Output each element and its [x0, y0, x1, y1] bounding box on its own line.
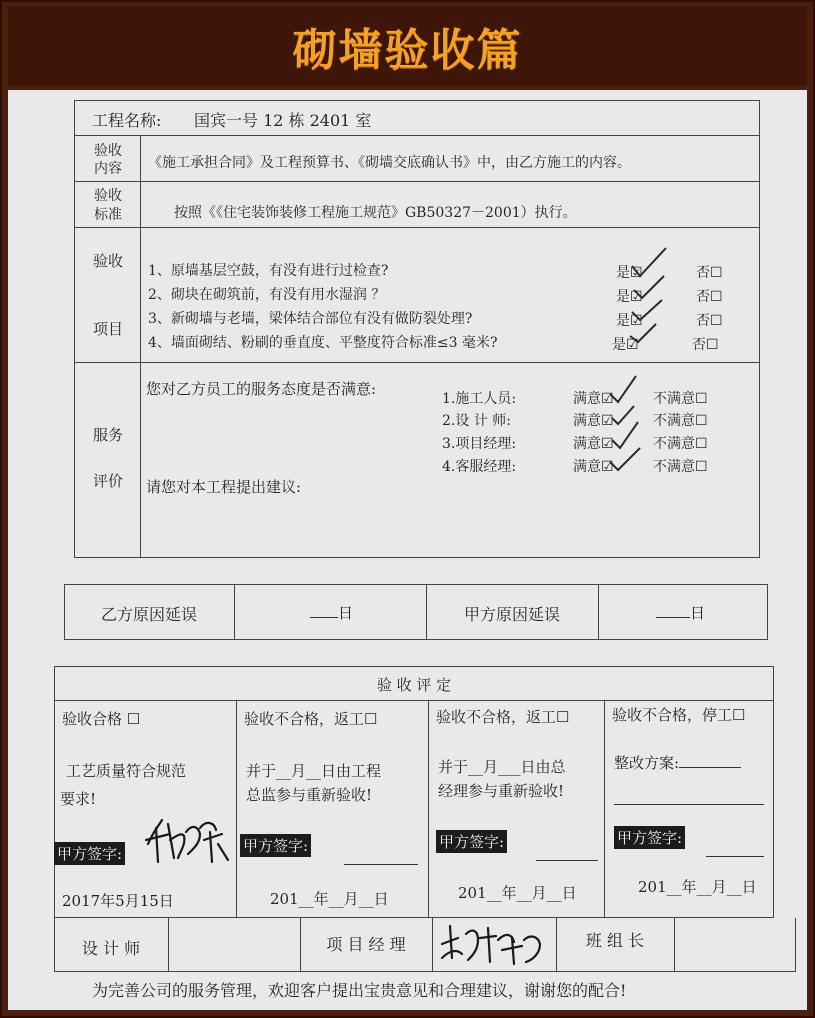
- team-leader-sign-field[interactable]: [678, 922, 792, 968]
- pm-label: 项 目 经 理: [326, 935, 406, 954]
- party-a-delay-label: 甲方原因延误: [463, 605, 560, 624]
- item-2-no[interactable]: 否☐: [696, 289, 723, 305]
- role-3-unsatisfied[interactable]: 不满意☐: [653, 436, 708, 452]
- assessment-col4-date: 201__年__月__日: [638, 878, 757, 896]
- role-3-name: 3.项目经理:: [442, 436, 517, 452]
- assessment-col3-sign-field[interactable]: [536, 846, 598, 865]
- party-a-delay-unit: 日: [690, 604, 706, 622]
- role-1-name: 1.施工人员:: [442, 391, 517, 407]
- assessment-col4-plan[interactable]: 整改方案:: [614, 752, 741, 773]
- item-2-text: 2、砌块在砌筑前，有没有用水湿润 ？: [148, 287, 386, 303]
- role-2-unsatisfied[interactable]: 不满意☐: [653, 413, 708, 429]
- assessment-col2-date: 201__年__月__日: [270, 890, 389, 908]
- service-label-1: 服务: [92, 426, 123, 444]
- assessment-col4-plan-line2[interactable]: [614, 790, 764, 809]
- acceptance-form: [8, 90, 807, 1010]
- header-banner: [8, 6, 807, 86]
- footer-note: 为完善公司的服务管理，欢迎客户提出宝贵意见和合理建议，谢谢您的配合!: [92, 981, 627, 1000]
- item-4-yes[interactable]: 是☑: [612, 337, 639, 353]
- role-2-satisfied[interactable]: 满意☑: [573, 413, 614, 429]
- assessment-col2-sign-label: 甲方签字:: [240, 834, 311, 857]
- assessment-col3-sign-label: 甲方签字:: [436, 830, 507, 853]
- suggestion-prompt: 请您对本工程提出建议:: [146, 478, 302, 496]
- assessment-col2-body2: 总监参与重新验收!: [246, 786, 373, 804]
- party-a-signature-ink: [140, 810, 236, 870]
- assessment-col4-heading[interactable]: 验收不合格，停工☐: [612, 706, 746, 724]
- designer-sign-field[interactable]: [172, 922, 296, 968]
- item-3-no[interactable]: 否☐: [696, 313, 723, 329]
- content-label-1: 验收: [94, 143, 122, 159]
- role-3-satisfied[interactable]: 满意☑: [573, 436, 614, 452]
- standard-text: 按照《《住宅装饰装修工程施工规范》GB50327－2001）执行。: [174, 205, 577, 221]
- assessment-col2-sign-field[interactable]: [344, 850, 418, 869]
- project-name-label: 工程名称:: [92, 111, 162, 130]
- assessment-col2-heading[interactable]: 验收不合格，返工☐: [244, 710, 378, 728]
- item-4-text: 4、墙面砌结、粉刷的垂直度、平整度符合标准≤3 毫米?: [148, 335, 498, 351]
- standard-label-1: 验收: [94, 188, 122, 204]
- team-leader-label: 班 组 长: [585, 931, 645, 950]
- assessment-col4-sign-field[interactable]: [706, 842, 764, 861]
- assessment-col3-heading[interactable]: 验收不合格，返工☐: [436, 708, 570, 726]
- assessment-col3-body2: 经理参与重新验收!: [438, 782, 565, 800]
- assessment-col1-sign-label: 甲方签字:: [54, 842, 125, 865]
- item-1-text: 1、原墙基层空鼓，有没有进行过检查?: [148, 263, 389, 279]
- assessment-col2-body1: 并于__月__日由工程: [246, 762, 382, 780]
- role-4-unsatisfied[interactable]: 不满意☐: [653, 459, 708, 475]
- assessment-col1-date: 2017年5月15日: [62, 892, 174, 910]
- role-1-satisfied[interactable]: 满意☑: [573, 391, 614, 407]
- item-1-yes[interactable]: 是☑: [616, 265, 643, 281]
- assessment-col1-body1: 工艺质量符合规范: [66, 762, 187, 780]
- item-4-no[interactable]: 否☐: [692, 337, 719, 353]
- assessment-col3-body1: 并于__月___日由总: [438, 758, 566, 776]
- assessment-col4-sign-label: 甲方签字:: [614, 826, 685, 849]
- role-2-name: 2.设 计 师:: [442, 413, 511, 429]
- party-b-delay-unit: 日: [338, 604, 354, 622]
- items-label-2: 项目: [92, 320, 123, 338]
- service-label-2: 评价: [92, 472, 123, 490]
- item-3-text: 3、新砌墙与老墙，梁体结合部位有没有做防裂处理?: [148, 311, 473, 327]
- assessment-col1-body2: 要求!: [60, 790, 97, 808]
- item-1-no[interactable]: 否☐: [696, 265, 723, 281]
- party-b-delay-field[interactable]: [310, 602, 353, 623]
- page-title: 砌墙验收篇: [292, 25, 523, 76]
- item-2-yes[interactable]: 是☑: [616, 289, 643, 305]
- party-b-delay-label: 乙方原因延误: [100, 605, 197, 624]
- assessment-col3-date: 201__年__月__日: [458, 884, 577, 902]
- item-3-yes[interactable]: 是☑: [616, 313, 643, 329]
- standard-label-2: 标准: [94, 207, 122, 223]
- party-a-delay-field[interactable]: [656, 602, 705, 623]
- designer-label: 设 计 师: [81, 939, 141, 958]
- service-question: 您对乙方员工的服务态度是否满意:: [146, 380, 377, 398]
- service-checkmarks-ink: [606, 370, 646, 480]
- role-1-unsatisfied[interactable]: 不满意☐: [653, 391, 708, 407]
- project-name-value: 国宾一号 12 栋 2401 室: [194, 111, 372, 130]
- assessment-col1-heading[interactable]: 验收合格 ☐: [62, 710, 141, 728]
- assessment-title: 验 收 评 定: [376, 676, 452, 694]
- content-label-2: 内容: [94, 161, 122, 177]
- role-4-satisfied[interactable]: 满意☑: [573, 459, 614, 475]
- items-label-1: 验收: [92, 252, 123, 270]
- role-4-name: 4.客服经理:: [442, 459, 517, 475]
- pm-signature-ink: [436, 918, 552, 970]
- item-checkmarks-ink: [626, 240, 676, 350]
- content-text: 《施工承担合同》及工程预算书、《砌墙交底确认书》中，由乙方施工的内容。: [148, 155, 631, 171]
